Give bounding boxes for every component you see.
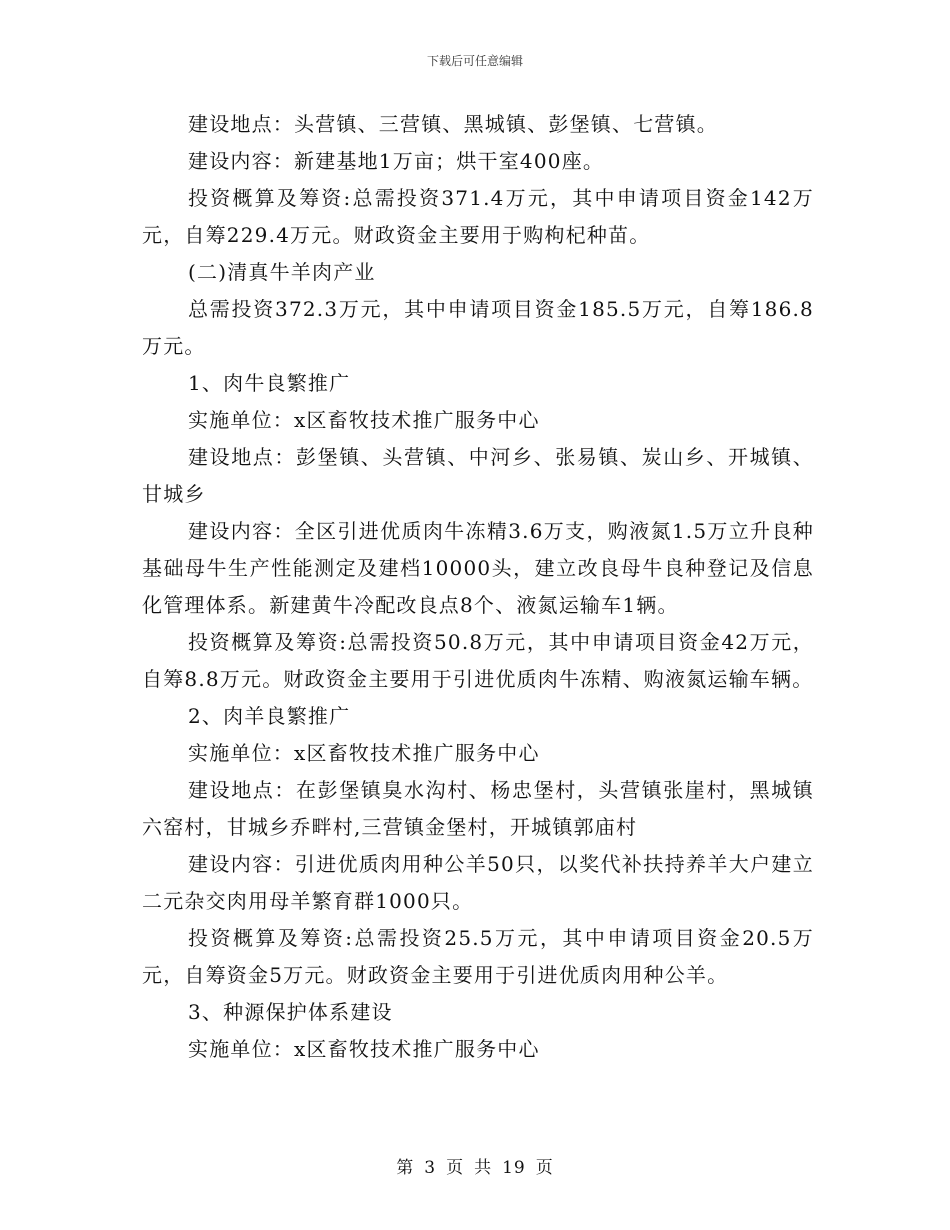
paragraph-investment: 投资概算及筹资:总需投资371.4万元，其中申请项目资金142万元，自筹229.4万元。财政资金主要用于购枸杞种苗。: [142, 186, 814, 247]
paragraph-implementing-unit: 实施单位：x区畜牧技术推广服务中心: [188, 741, 540, 765]
paragraph-investment: 投资概算及筹资:总需投资50.8万元，其中申请项目资金42万元，自筹8.8万元。财政资金主要用于引进优质肉牛冻精、购液氮运输车辆。: [142, 630, 814, 691]
paragraph-implementing-unit: 实施单位：x区畜牧技术推广服务中心: [188, 1037, 540, 1061]
page-footer: [0, 1153, 950, 1178]
page-header: 下载后可任意编辑: [426, 54, 523, 68]
page-total-label: 共: [474, 1158, 493, 1178]
page-number-unit: 页: [446, 1158, 465, 1178]
section-heading: (二)清真牛羊肉产业: [188, 260, 376, 284]
paragraph-construction-location: 建设地点：彭堡镇、头营镇、中河乡、张易镇、炭山乡、开城镇、甘城乡: [142, 445, 814, 506]
page-total: 19: [502, 1158, 526, 1178]
paragraph-construction-content: 建设内容：引进优质肉用种公羊50只，以奖代补扶持养羊大户建立二元杂交肉用母羊繁育群1000只。: [142, 852, 814, 913]
document-body: [142, 106, 814, 1068]
paragraph-investment: 投资概算及筹资:总需投资25.5万元，其中申请项目资金20.5万元，自筹资金5万元。财政资金主要用于引进优质肉用种公羊。: [142, 926, 814, 987]
paragraph-construction-content: 建设内容：新建基地1万亩；烘干室400座。: [188, 149, 605, 173]
page-total-unit: 页: [535, 1158, 554, 1178]
page-number-prefix: 第: [396, 1158, 415, 1178]
subsection-heading: 1、肉牛良繁推广: [188, 371, 351, 395]
subsection-heading: 2、肉羊良繁推广: [188, 704, 351, 728]
paragraph-implementing-unit: 实施单位：x区畜牧技术推广服务中心: [188, 408, 540, 432]
subsection-heading: 3、种源保护体系建设: [188, 1000, 393, 1024]
paragraph-total-investment: 总需投资372.3万元，其中申请项目资金185.5万元，自筹186.8万元。: [142, 297, 814, 358]
page-number: 3: [424, 1158, 437, 1178]
paragraph-construction-content: 建设内容：全区引进优质肉牛冻精3.6万支，购液氮1.5万立升良种基础母牛生产性能测定及建档10000头，建立改良母牛良种登记及信息化管理体系。新建黄牛冷配改良点8个、液氮运输车1辆。: [142, 519, 814, 617]
paragraph-construction-location: 建设地点：在彭堡镇臭水沟村、杨忠堡村，头营镇张崖村，黑城镇六窑村，甘城乡乔畔村,三营镇金堡村，开城镇郭庙村: [142, 778, 814, 839]
paragraph-construction-location: 建设地点：头营镇、三营镇、黑城镇、彭堡镇、七营镇。: [188, 112, 718, 136]
